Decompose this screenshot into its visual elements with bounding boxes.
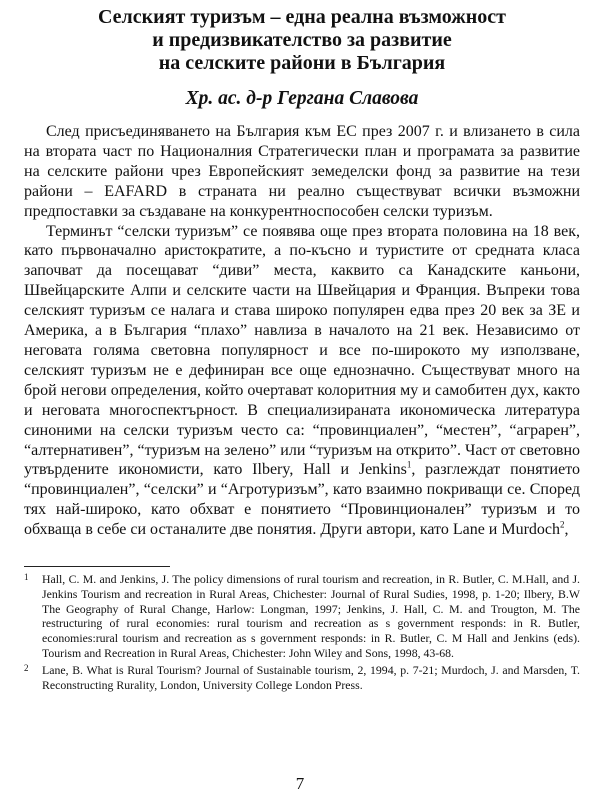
footnote [24,570,580,661]
page-number: 7 [295,774,305,793]
footnote-divider [24,566,170,567]
footnote-reference: 1 [406,460,412,471]
paragraph-text: Терминът “селски туризъм” се появява още през втората половина на 18 век, като първоначално аристократите, а по-късно и туристите от средната класа започват да посещават “диви” места, каквито са Канадските каньони, Швейцарските Алпи и селските части на Швейцария и Франция. Въпреки това селският туризъм се налага и става широко популярен едва през 20 век за ЗЕ и Америка, а в България “плахо” навлиза в началото на 21 век. Независимо от неговата голяма световна популярност и все по-широкото му използване, селският туризъм не е дефиниран все още еднозначно. Съществуват много на брой негови определения, който очертават колоритния му и самобитен дух, както и неговата многоспектърност. В специализираната икономическа литература синоними на селски туризъм често са: “провинциален”, “местен”, “аграрен”, “алтернативен”, “туризъм на зелено” или “туризъм на открито”. Част от световно утвърдените икономисти, като Ilbery, Hall и Jenkins [24,222,580,479]
title-line: на селските райони в България [158,52,446,74]
body-paragraph [24,222,580,541]
author-name: Хр. ас. д-р Гергана Славова [185,88,419,109]
body-paragraph: След присъединяването на България към ЕС през 2007 г. и влизането в сила на втората част по Националния Стратегически план и програмата за развитие на селските райони чрез Европейският земеделски фонд за развитие на тези райони – EAFARD в страната ни реално съществуват всички възможни предпоставки за създаване на конкурентноспособен селски туризъм. [24,123,580,220]
article-body [24,122,580,540]
paragraph-text: , [564,521,569,539]
title-line: и предизвикателство за развитие [152,29,452,51]
footnote [24,661,580,693]
footnote-marker: 1 [24,572,29,583]
footnote-reference: 2 [560,519,565,530]
footnote-text: Lane, B. What is Rural Tourism? Journal of Sustainable tourism, 2, 1994, p. 7-21; Murdoch, J. and Marsden, T. Reconstructing Rurality, London, University College London Press. [42,662,580,692]
footnotes [24,570,580,692]
paragraph-text: , разглеждат понятието “провинциален”, “селски” и “Агротуризъм”, като взаимно покриващи се. Според тях най-широко, като обхват е понятието “Провинционален” туризъм и то обхваща в себе си останалите две понятия. Други автори, като Lane и Murdoch [24,461,580,539]
article-title [24,6,580,75]
footnote-text: Hall, C. M. and Jenkins, J. The policy dimensions of rural tourism and recreation, in R. Butler, C. M.Hall, and J. Jenkins Tourism and recreation in Rural Areas, Chichester: Journal of Rural Sudies, 1998, p. 1-20; Ilbery, B.W The Geography of Rural Change, Harlow: Longman, 1997; Jenkins, J. Hall, C. M. and Trougton, M. The restructuring of rural economies: rural tourism and recreation as s government responds: in R. Butler, economies:rural tourism and recreation as s government responds: in R. Butler, C. M Hall and Jenkins (eds). Tourism and Recreation in Rural Areas, Chichester: John Wiley and Sons, 1998, 43-68. [42,572,580,661]
title-line: Селският туризъм – една реална възможност [97,6,507,28]
footnote-marker: 2 [24,662,29,673]
